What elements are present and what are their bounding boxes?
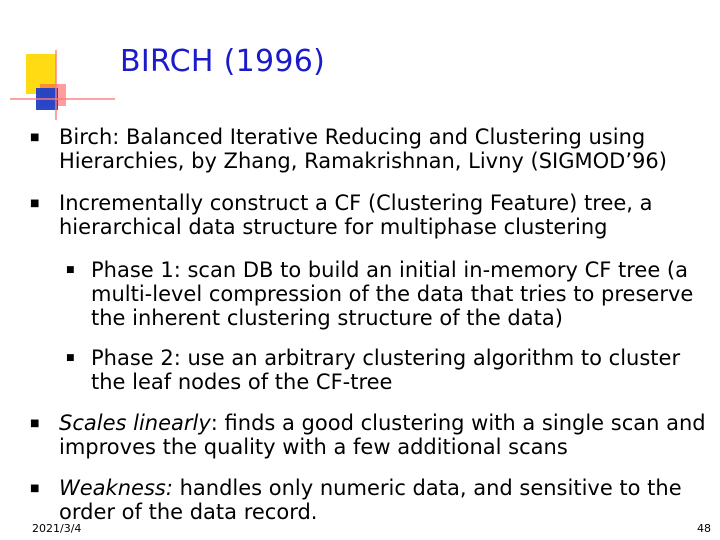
sub-bullet-phase-2: Phase 2: use an arbitrary clustering algorithm to cluster the leaf nodes of the CF-tree <box>91 346 681 394</box>
footer-date: 2021/3/4 <box>32 522 82 535</box>
bullet-square-icon: ■ <box>30 483 40 494</box>
bullet-square-icon: ■ <box>30 198 40 209</box>
bullet-square-icon: ■ <box>30 418 40 429</box>
decor-vertical-line <box>55 50 57 120</box>
scales-linearly-rest: : finds a good clustering with a single scan and improves the quality with a few additional scans <box>59 411 706 459</box>
decor-horizontal-line <box>10 98 115 100</box>
bullet-cf-tree: Incrementally construct a CF (Clustering Feature) tree, a hierarchical data structure for multiphase clustering <box>59 191 653 239</box>
bullet-square-icon: ■ <box>30 132 40 143</box>
sub-bullet-phase-1: Phase 1: scan DB to build an initial in-memory CF tree (a multi-level compression of the data that tries to preserve the inherent clustering structure of the data) <box>91 258 694 330</box>
weakness-italic: Weakness: <box>59 476 173 500</box>
sub-bullet-square-icon: ■ <box>66 265 75 275</box>
bullet-scales-linearly <box>59 411 709 459</box>
sub-bullet-square-icon: ■ <box>66 353 75 363</box>
weakness-rest: handles only numeric data, and sensitive to the order of the data record. <box>59 476 682 524</box>
scales-linearly-italic: Scales linearly <box>59 411 211 435</box>
slide-title: BIRCH (1996) <box>120 44 326 79</box>
bullet-birch-definition: Birch: Balanced Iterative Reducing and Clustering using Hierarchies, by Zhang, Ramakrishnan, Livny (SIGMOD’96) <box>59 125 667 173</box>
page-number: 48 <box>697 522 711 535</box>
bullet-weakness <box>59 476 709 524</box>
